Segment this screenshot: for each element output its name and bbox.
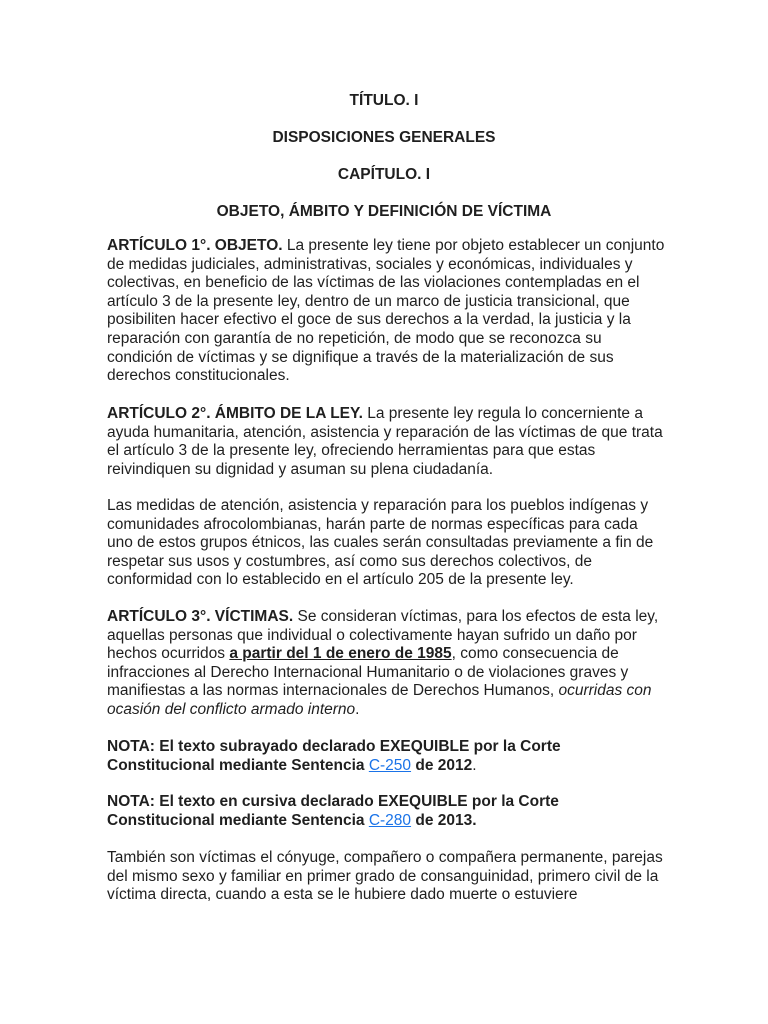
heading-titulo: TÍTULO. I xyxy=(349,92,419,109)
article-3-text-3: . xyxy=(355,700,360,718)
nota-1 xyxy=(107,738,667,775)
nota-2-text: NOTA: El texto en cursiva declarado EXEQUIBLE por la Corte Constitucional mediante Sentencia xyxy=(107,793,559,829)
nota-1-text: NOTA: El texto subrayado declarado EXEQUIBLE por la Corte Constitucional mediante Sentencia xyxy=(107,738,561,774)
paragraph-tambien: También son víctimas el cónyuge, compañero o compañera permanente, parejas del mismo sexo y familiar en primer grado de consanguinidad, primero civil de la víctima directa, cuando a esta se le hubiere dado muerte o estuviere xyxy=(107,849,663,904)
nota-2 xyxy=(107,793,667,830)
article-3-underlined-text: a partir del 1 de enero de 1985 xyxy=(229,645,452,663)
heading-objeto: OBJETO, ÁMBITO Y DEFINICIÓN DE VÍCTIMA xyxy=(216,203,552,220)
article-3-label: ARTÍCULO 3°. VÍCTIMAS. xyxy=(107,608,294,625)
article-1 xyxy=(107,237,667,386)
article-2-text: La presente ley regula lo concerniente a ayuda humanitaria, atención, asistencia y reparación de las víctimas de que trata el artículo 3 de la presente ley, ofreciendo herramientas para que estas reivindiquen su dignidad y asuman su plena ciudadanía. xyxy=(107,405,663,478)
article-3-italic-text: ocurridas con ocasión del conflicto armado interno xyxy=(107,682,652,718)
article-3 xyxy=(107,608,667,720)
article-2 xyxy=(107,405,667,479)
article-1-text: La presente ley tiene por objeto establecer un conjunto de medidas judiciales, administrativas, sociales y económicas, individuales y colectivas, en beneficio de las víctimas de las violaciones contempladas en el artículo 3 de la presente ley, dentro de un marco de justicia transicional, que posibiliten hacer efectivo el goce de sus derechos a la verdad, la justicia y la reparación con garantía de no repetición, de modo que se reconozca su condición de víctimas y se dignifique a través de la materialización de sus derechos constitucionales. xyxy=(107,237,665,385)
paragraph-medidas: Las medidas de atención, asistencia y reparación para los pueblos indígenas y comunidades afrocolombianas, harán parte de normas específicas para cada uno de estos grupos étnicos, las cuales serán consultadas previamente a fin de respetar sus usos y costumbres, así como sus derechos colectivos, de conformidad con lo establecido en el artículo 205 de la presente ley. xyxy=(107,497,654,589)
nota-1-period: . xyxy=(472,756,477,774)
article-1-label: ARTÍCULO 1°. OBJETO. xyxy=(107,237,283,254)
heading-capitulo: CAPÍTULO. I xyxy=(337,166,431,183)
nota-1-end: de 2012 xyxy=(411,756,473,774)
article-3-text-2: , como consecuencia de infracciones al Derecho Internacional Humanitario o de violaciones graves y manifiestas a las normas internacionales de Derechos Humanos, xyxy=(107,645,629,700)
article-2-label: ARTÍCULO 2°. ÁMBITO DE LA LEY. xyxy=(107,405,363,422)
nota-2-end: de 2013. xyxy=(411,811,477,829)
sentencia-c250-link[interactable]: C-250 xyxy=(368,756,412,774)
sentencia-c280-link[interactable]: C-280 xyxy=(368,811,412,829)
heading-disposiciones: DISPOSICIONES GENERALES xyxy=(272,129,496,146)
article-3-text-1: Se consideran víctimas, para los efectos de esta ley, aquellas personas que individual o colectivamente hayan sufrido un daño por hechos ocurridos xyxy=(107,608,659,663)
